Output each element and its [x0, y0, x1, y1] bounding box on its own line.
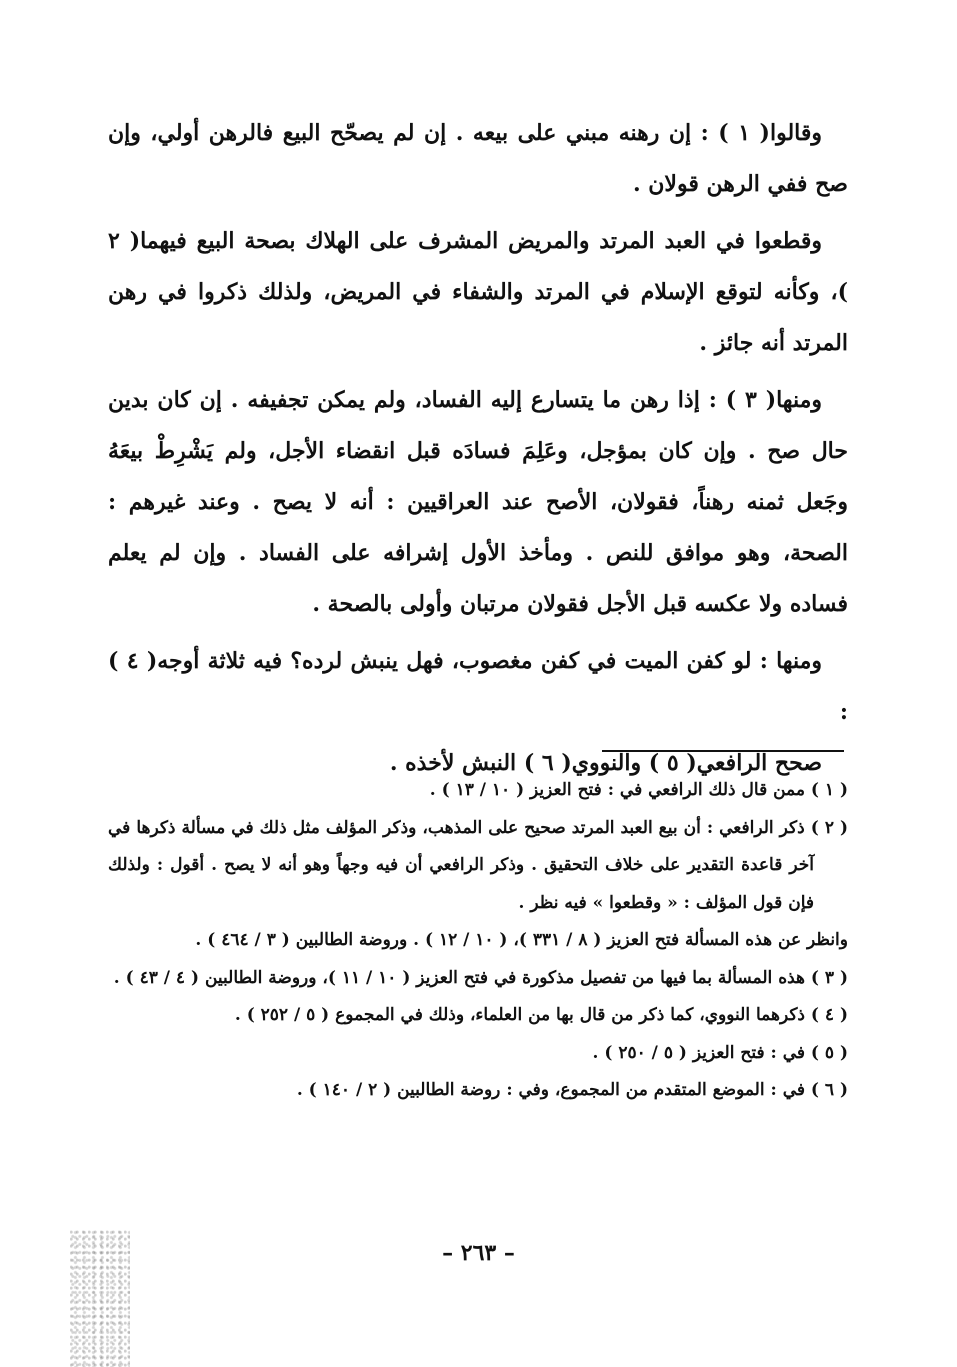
- main-text: [108, 108, 848, 795]
- footnote-number: ( ٢ ): [810, 817, 849, 838]
- footnotes: [108, 772, 848, 1110]
- footnote-5: [108, 1035, 848, 1073]
- footnote-2-continued: [108, 922, 848, 960]
- footnote-1: [108, 772, 848, 810]
- footnote-text: وانظر عن هذه المسألة فتح العزيز ( ٨ / ٣٣١ )، ( ١٠ / ١٢ ) . وروضة الطالبين ( ٣ / ٤٦٤ ) .: [195, 930, 848, 950]
- footnote-6: [108, 1072, 848, 1110]
- footnote-text: في : فتح العزيز ( ٥ / ٢٥٠ ) .: [592, 1042, 805, 1063]
- footnote-4: [108, 997, 848, 1035]
- footnote-3: [108, 960, 848, 998]
- scan-speckle: [70, 1230, 130, 1367]
- footnote-text: ذكرهما النووي، كما ذكر من قال بها من العلماء، وذلك في المجموع ( ٥ / ٢٥٢ ) .: [234, 1005, 805, 1025]
- paragraph-2: وقطعوا في العبد المرتد والمريض المشرف على الهلاك بصحة البيع فيهما( ٢ )، وكأنه لتوقع الإسلام في المرتد والشفاء في المريض، ولذلك ذكروا في رهن المرتد أنه جائز .: [108, 228, 848, 356]
- footnote-text: ذكر الرافعي : أن بيع العبد المرتد صحيح على المذهب، وذكر المؤلف مثل ذلك في مسألة ذكرها في آخر قاعدة التقدير على خلاف التحقيق . وذكر الرافعي أن فيه وجهاً وهو أنه لا يصح . أقول : ولذلك فإن قول المؤلف : « وقطعوا » فيه نظر .: [108, 817, 814, 913]
- page-number: – ٢٦٣ –: [442, 1240, 515, 1266]
- paragraph-5: صحح الرافعي( ٥ ) والنووي( ٦ ) النبش لأخذه .: [389, 750, 822, 776]
- paragraph-3: ومنها( ٣ ) : إذا رهن ما يتسارع إليه الفساد، ولم يمكن تجفيفه . إن كان بدين حال صح . وإن كان بمؤجل، وعَلِمَ فسادَه قبل انقضاء الأجل، ولم يَشْرِطْ بيعَهُ وجَعل ثمنه رهناً، فقولان، الأصح عند العراقيين : أنه لا يصح . وعند غيرهم : الصحة، وهو موافق للنص . ومأخذ الأول إشرافه على الفساد . وإن لم يعلم فساده ولا عكسه قبل الأجل فقولان مرتبان وأولى بالصحة .: [108, 387, 848, 617]
- footnote-number: ( ١ ): [810, 780, 848, 800]
- footnote-number: ( ٤ ): [810, 1005, 848, 1025]
- footnote-text: في : الموضع المتقدم من المجموع، وفي : روضة الطالبين ( ٢ / ١٤٠ ) .: [296, 1080, 805, 1100]
- footnote-number: ( ٦ ): [810, 1080, 848, 1100]
- footnote-divider: [602, 750, 844, 752]
- footnote-text: هذه المسألة بما فيها من تفصيل مذكورة في فتح العزيز ( ١٠ / ١١ )، وروضة الطالبين ( ٤ / ٤٣ ) .: [113, 967, 805, 988]
- footnote-text: ممن قال ذلك الرافعي في : فتح العزيز ( ١٠ / ١٣ ) .: [429, 780, 805, 800]
- footnote-2: [108, 810, 848, 923]
- paragraph-4: ومنها : لو كفن الميت في كفن مغصوب، فهل ينبش لرده؟ فيه ثلاثة أوجه( ٤ ) :: [108, 648, 848, 725]
- footnote-number: ( ٥ ): [810, 1042, 848, 1063]
- footnote-number: ( ٣ ): [810, 967, 848, 988]
- paragraph-1: وقالوا( ١ ) : إن رهنه مبني على بيعه . إن لم يصحّح البيع فالرهن أولي، وإن صح ففي الرهن قولان .: [108, 120, 848, 197]
